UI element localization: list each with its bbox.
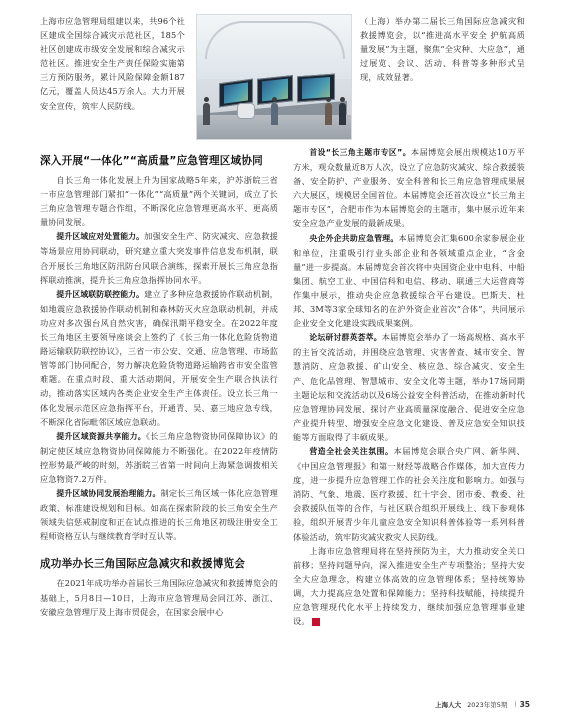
paragraph-lead: 提升区域资源共享能力。 xyxy=(56,431,146,441)
paragraph: 自长三角一体化发展上升为国家战略5年来，沪苏浙皖三省一市应急管理部门紧扣“一体化”“高质量”两个关键词，成立了长三角应急管理专题合作组，不断深化应急管理更高水平、更高质量协同发展。 xyxy=(40,175,278,228)
article-end-mark: A xyxy=(312,618,320,626)
intro-left-block xyxy=(40,14,185,113)
paragraph-body: 加强安全生产、防灾减灾、应急救援等场景应用协同联动，研究建立重大突发事件信息发布机制，联合开展长三角地区防汛防台风联合演练，探索开展长三角应急指挥联动推演，提升长三角应急指挥协同水平。 xyxy=(40,231,278,285)
paragraph xyxy=(293,231,525,331)
issue-number: 2023年第5期 xyxy=(467,700,508,709)
paragraph: 在2021年成功举办首届长三角国际应急减灾和救援博览会的基础上，5月8日—10日，上海市应急管理局会同江苏、浙江、安徽应急管理厅及上海市贸促会，在国家会展中心 xyxy=(40,578,278,617)
paragraph-body: 本届博览会展出规模达10万平方米，观众数量近8万人次，设立了应急防灾减灾、综合救援装备、安全防护、产业服务、安全科普和长三角应急管理成果展六大展区，规模居全国首位。本届博览会还首次设立“长三角主题市专区”，合肥市作为本届博览会的主题市，集中展示近年来安全应急产业发展的最新成果。 xyxy=(293,147,525,229)
paragraph-body: 本届博览会汇集600余家参展企业和单位，注重吸引行业头部企业和各领域重点企业，“含金量”进一步提高。本届博览会首次将中央国资企业中电科、中船集团、航空工业、中国信科和电信、移动、联通三大运营商等作集中展示，推动央企应急救援综合平台建设。巴斯夫、杜邦、3M等3家全球知名的在沪外资企业首次“合体”，共同展示企业安全文化建设实践成果案例。 xyxy=(293,232,525,329)
photo-person xyxy=(203,103,210,125)
magazine-name: 上海人大 xyxy=(435,700,462,709)
paragraph-body: 本届博览会联合央广网、新华网、《中国应急管理报》和第一财经等战略合作媒体，加大宣传力度，进一步提升应急管理工作的社会关注度和影响力。如强与消防、气象、地震、医疗救援、红十字会、团市委、教委、社会救援队伍等的合作，与社区联合组织开展线上、线下参观体验，组织开展青少年儿童应急安全知识科普体验等一系列科普体验活动，筑牢防灾减灾救灾人民防线。 xyxy=(293,445,525,542)
paragraph-body: 本届博览会举办了一场高规格、高水平的主旨交流活动，并围绕应急管理、灾害普查、城市安全、智慧消防、应急救援、矿山安全、核应急、综合减灾、安全生产、危化品管理、智慧城市、安全文化等主题，举办17场同期主题论坛和交流活动以及6场公益安全科普活动，在推动新时代应急管理协同发展、探讨产业高质量深度融合、促进安全应急产业提升转型、增强安全应急文化建设、普及应急安全知识技能等方面取得了丰硕成果。 xyxy=(293,332,525,442)
left-column xyxy=(40,145,278,619)
photo-person xyxy=(271,103,278,125)
photo-robot xyxy=(237,103,255,119)
paragraph-lead: 提升区域应对处置能力。 xyxy=(56,232,145,242)
photo-person xyxy=(339,103,346,125)
paragraph xyxy=(40,429,278,486)
exhibition-photo xyxy=(196,14,352,140)
paragraph-lead: 首设“长三角主题市专区”。 xyxy=(309,148,411,157)
paragraph-lead: 论坛研讨群英荟萃。 xyxy=(309,333,382,343)
section-title: 成功举办长三角国际应急减灾和救援博览会 xyxy=(40,558,246,571)
footer-separator: | xyxy=(514,700,517,708)
page-footer xyxy=(380,698,530,710)
intro-right-block xyxy=(360,14,525,84)
paragraph xyxy=(293,330,525,444)
right-column xyxy=(293,145,525,628)
paragraph-body: 上海市应急管理局将在坚持预防为主，大力推动安全关口前移；坚持问题导向，深入推进安全生产专项整治；坚持大安全大应急理念，构建立体高效的应急管理体系；坚持统筹协调，大力提高应急处置和保障能力；坚持科技赋能，持续提升应急管理现代化水平上持续发力，继续加强应急管理事业建设。 xyxy=(293,545,525,627)
paragraph xyxy=(293,145,525,231)
paragraph-lead: 提升区域联防联控能力。 xyxy=(56,289,145,299)
paragraph-lead: 营造全社会关注氛围。 xyxy=(309,446,394,456)
paragraph xyxy=(40,486,278,543)
paragraph xyxy=(40,229,278,286)
intro-right-paragraph: （上海）举办第二届长三角国际应急减灾和救援博览会，以“推进高水平安全 护航高质量发展”为主题，聚焦“全灾种、大应急”，通过展览、会议、活动、科普等多种形式呈现，成效显著。 xyxy=(360,16,525,83)
paragraph xyxy=(293,444,525,544)
paragraph-lead: 提升区域协同发展治理能力。 xyxy=(56,489,161,499)
paragraph xyxy=(40,287,278,429)
page-number: 35 xyxy=(519,699,530,709)
section-title: 深入开展“一体化”“高质量”应急管理区域协同 xyxy=(40,155,263,167)
paragraph-lead: 央企外企共助应急管理。 xyxy=(309,233,399,243)
paragraph xyxy=(293,544,525,629)
intro-left-paragraph: 上海市应急管理局组建以来，共96个社区建成全国综合减灾示范社区，185个社区创建成市级安全发展和综合减灾示范社区。推进安全生产责任保险实施第三方预防服务，累计风险保障金额187亿元，覆盖人员达45万余人。大力开展安全宣传，筑牢人民防线。 xyxy=(40,16,185,111)
photo-arch xyxy=(205,21,345,59)
photo-person xyxy=(325,103,332,125)
paragraph-body: 建立了多种应急救援协作联动机制，如地震应急救援协作联动机制和森林防灭火应急联动机制，并成功应对多次强台风自然灾害，确保汛期平稳安全。在2022年度长三角地区主要领导座谈会上签约了《长三角一体化危险货物道路运输联防联控协议》，三省一市公安、交通、应急管理、市场监管等部门协同配合，努力解决危险货物道路运输跨省市安全监管难题。在重点时段、重大活动期间，开展安全生产联合执法行动，推动落实区域内各类企业安全生产主体责任。设立长三角一体化发展示范区应急指挥平台，开通青、吴、嘉三地应急专线，不断深化省际毗邻区域应急联动。 xyxy=(40,288,278,427)
paragraph-body: 《长三角应急物资协同保障协议》的制定使区域应急物资协同保障能力不断强化。在2022年疫情防控形势最严峻的时刻，苏浙皖三省第一时间向上海紧急调拨相关应急物资7.2万件。 xyxy=(40,430,278,484)
paragraph-body: 制定长三角区域一体化应急管理政策、标准建设规划和目标。如高在探索阶段的长三角安全生产领域失信惩戒制度和正在试点推进的长三角地区初级注册安全工程师资格互认与继续教育学时互认等。 xyxy=(40,488,278,542)
